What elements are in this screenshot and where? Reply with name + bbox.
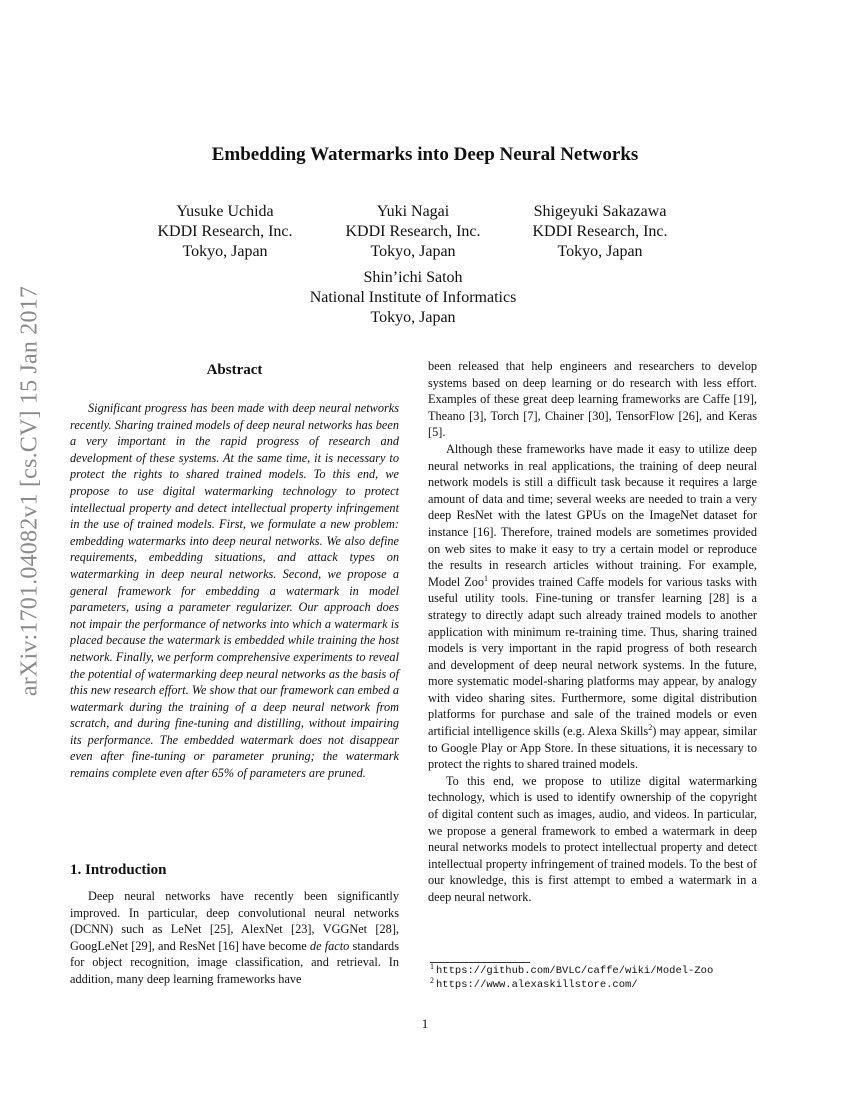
author-affiliation: KDDI Research, Inc. <box>345 223 481 240</box>
emphasis-text: de facto <box>309 938 350 953</box>
paper-title: Embedding Watermarks into Deep Neural Networks <box>211 144 639 165</box>
arxiv-identifier: arXiv:1701.04082v1 [cs.CV] 15 Jan 2017 <box>16 285 43 697</box>
abstract-heading: Abstract <box>206 362 263 378</box>
intro-paragraph: Deep neural networks have recently been significantly improved. In particular, deep convolutional neural networks (DCNN) such as LeNet [25], AlexNet [23], VGGNet [28], GoogLeNet [29], and ResNet [16] have become de facto standards for object recognition, image classification, and retrieval. In addition, many deep learning frameworks have <box>70 889 399 986</box>
author-location: Tokyo, Japan <box>370 309 456 326</box>
author-block <box>300 268 526 328</box>
author-block <box>525 202 675 262</box>
author-location: Tokyo, Japan <box>370 243 456 260</box>
footnote-mark: 1 <box>430 962 434 971</box>
footnote <box>430 962 714 977</box>
author-block <box>150 202 300 262</box>
footnote-mark: 2 <box>430 976 434 985</box>
author-affiliation: KDDI Research, Inc. <box>157 223 293 240</box>
footnote-mark: 1 <box>484 573 489 583</box>
footnote-rule <box>430 962 530 963</box>
author-block <box>338 202 488 262</box>
intro-paragraph: been released that help engineers and researchers to develop systems based on deep learning or do research with less effort. Examples of these great deep learning frameworks are Caffe [19], Theano [3], Torch [7], Chainer [30], TensorFlow [26], and Keras [5]. <box>428 359 757 440</box>
intro-paragraph: To this end, we propose to utilize digital watermarking technology, which is used to identify ownership of the copyright of digital content such as images, audio, and videos. In particular, we propose a general framework to embed a watermark in deep neural networks models to protect intellectual property and detect intellectual property infringement of trained models. To the best of our knowledge, this is first attempt to embed a watermark in a deep neural network. <box>428 773 757 904</box>
footnote <box>430 976 638 991</box>
section-heading-introduction: 1. Introduction <box>70 862 167 878</box>
abstract-text: Significant progress has been made with deep neural networks recently. Sharing trained models of deep neural networks has been a very important in the rapid progress of research and development of these systems. At the same time, it is necessary to protect the rights to shared trained models. To this end, we propose to use digital watermarking technology to protect intellectual property and detect intellectual property infringement in the use of trained models. First, we formulate a new problem: embedding watermarks into deep neural networks. We also define requirements, embedding situations, and attack types on watermarking in deep neural networks. Second, we propose a general framework for embedding a watermark in model parameters, using a parameter regularizer. Our approach does not impair the performance of networks into which a watermark is placed because the watermark is embedded while training the host network. Finally, we perform comprehensive experiments to reveal the potential of watermarking deep neural networks as the basis of this new research effort. We show that our framework can embed a watermark during the training of a deep neural network from scratch, and during fine-tuning and distilling, without impairing its performance. The embedded watermark does not disappear even after fine-tuning or parameter pruning; the watermark remains complete even after 65% of parameters are pruned. <box>70 401 399 781</box>
footnote-url: https://github.com/BVLC/caffe/wiki/Model-Zoo <box>436 965 714 977</box>
arxiv-sidebar <box>0 285 60 697</box>
author-location: Tokyo, Japan <box>182 243 268 260</box>
page-number: 1 <box>421 1016 429 1031</box>
intro-paragraph: Although these frameworks have made it easy to utilize deep neural networks in real applications, the training of deep neural network models is still a difficult task because it requires a large amount of data and time; several weeks are needed to train a very deep ResNet with the latest GPUs on the ImageNet dataset for instance [16]. Therefore, trained models are sometimes provided on web sites to make it easy to try a certain model or reproduce the results in research articles without training. For example, Model Zoo$^1$ provides trained Caffe models for various tasks with useful utility tools. Fine-tuning or transfer learning [28] is a strategy to directly adapt such already trained models to another application with minimum re-training time. Thus, sharing trained models is very important in the rapid progress of both research and development of deep neural network systems. In the future, more systematic model-sharing platforms may appear, by analogy with video sharing sites. Furthermore, some digital distribution platforms for purchase and sale of the trained models or even artificial intelligence skills (e.g. Alexa Skills$^2$) may appear, similar to Google Play or App Store. In these situations, it is necessary to protect the rights to shared trained models. <box>428 441 757 772</box>
author-affiliation: National Institute of Informatics <box>309 289 517 306</box>
footnote-url: https://www.alexaskillstore.com/ <box>436 979 638 991</box>
author-name: Shigeyuki Sakazawa <box>533 203 667 220</box>
footnote-mark: 2 <box>648 723 653 733</box>
author-name: Shin’ichi Satoh <box>363 269 463 286</box>
right-column <box>428 358 757 906</box>
author-affiliation: KDDI Research, Inc. <box>532 223 668 240</box>
author-location: Tokyo, Japan <box>557 243 643 260</box>
author-name: Yusuke Uchida <box>176 203 274 220</box>
author-name: Yuki Nagai <box>376 203 450 220</box>
